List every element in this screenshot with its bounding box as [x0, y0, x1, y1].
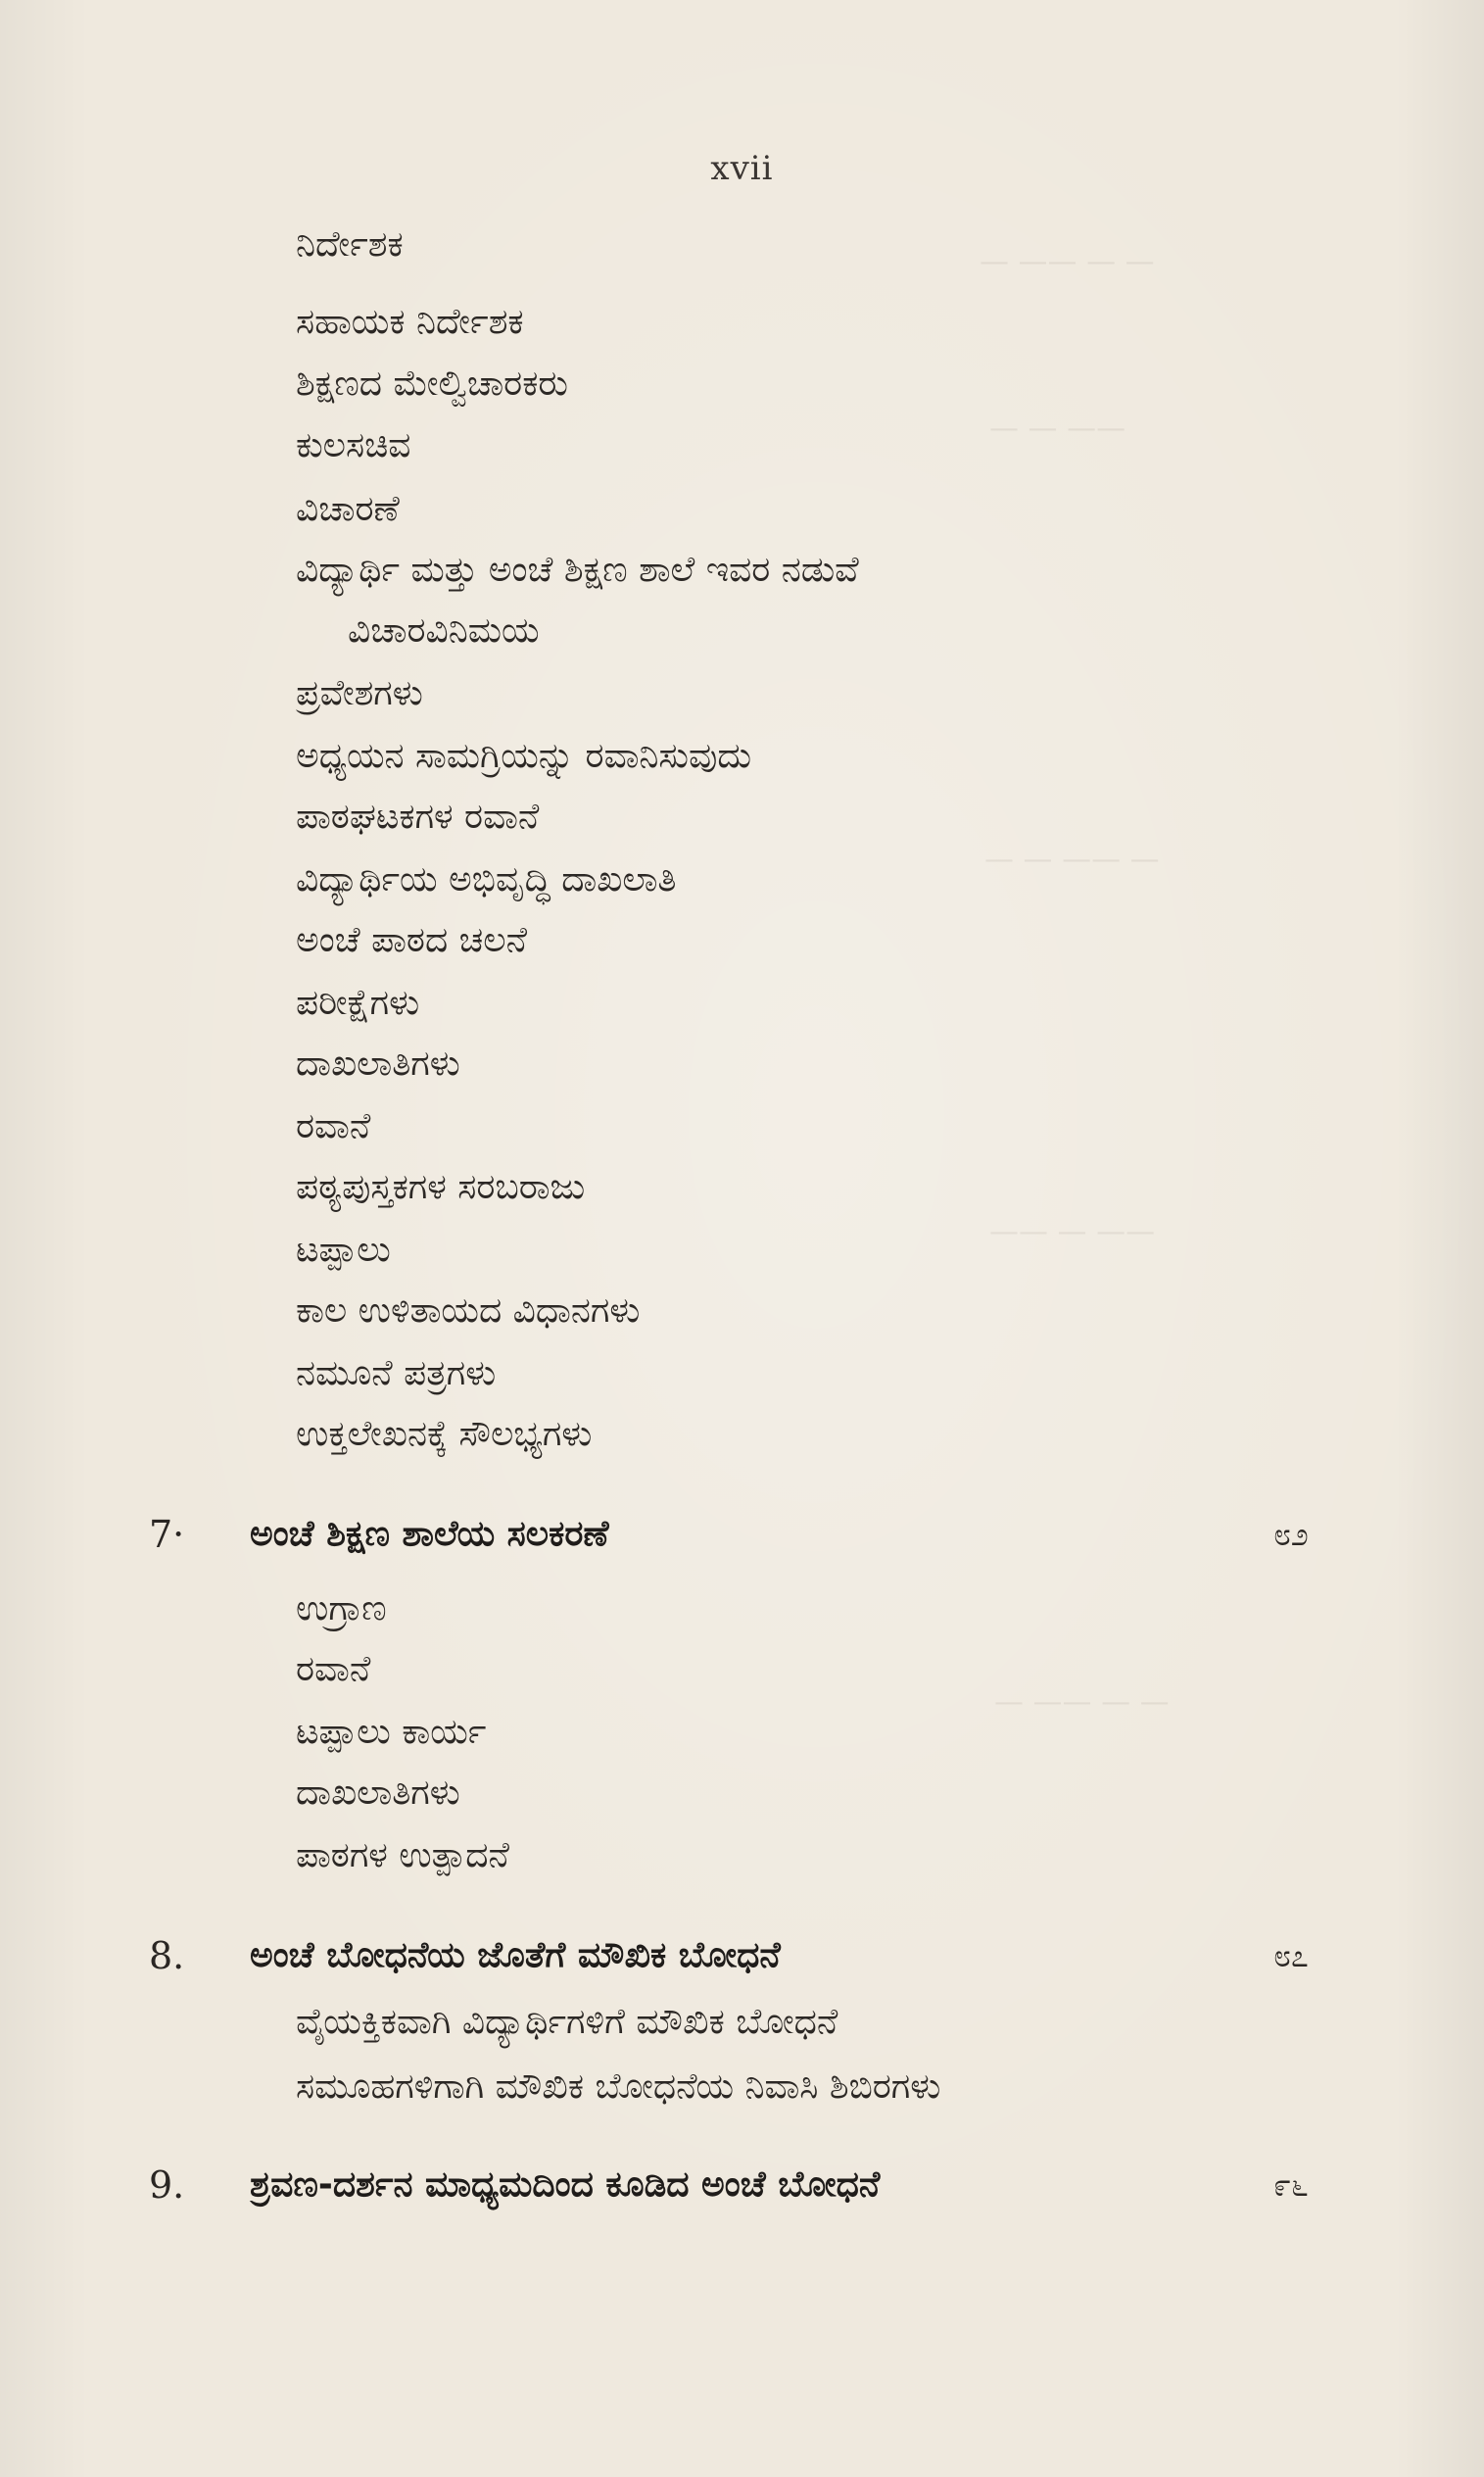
show-through-decoration: — — —— — [994, 1685, 1170, 1720]
toc-section-9 [0, 2158, 1484, 2212]
toc-subitem: ರವಾನೆ [296, 1649, 371, 1689]
toc-subitem: ಟಪ್ಪಾಲು ಕಾರ್ಯ [296, 1712, 487, 1752]
toc-subitem: ಕುಲಸಚಿವ [296, 425, 411, 465]
toc-subitem: ಪರೀಕ್ಷೆಗಳು [296, 983, 420, 1023]
section-number: 8. [149, 1934, 185, 1977]
toc-subitem: ಪಠ್ಯಪುಸ್ತಕಗಳ ಸರಬರಾಜು [296, 1167, 586, 1207]
show-through-decoration: —— — — [989, 412, 1126, 446]
page-number: xvii [710, 149, 774, 188]
show-through-decoration: —— — —— [989, 1215, 1156, 1249]
section-page-number: ೯೬ [1273, 2166, 1309, 2204]
toc-subitem-continuation: ವಿಚಾರವಿನಿಮಯ [348, 610, 540, 651]
show-through-decoration: — — —— — [980, 245, 1155, 279]
toc-subitem: ವೈಯಕ್ತಿಕವಾಗಿ ವಿದ್ಯಾರ್ಥಿಗಳಿಗೆ ಮೌಖಿಕ ಬೋಧನೆ [296, 2002, 838, 2042]
toc-subitem: ವಿಚಾರಣೆ [296, 489, 400, 529]
toc-subitem: ಉಕ್ತಲೇಖನಕ್ಕೆ ಸೌಲಭ್ಯಗಳು [296, 1414, 593, 1454]
section-number: 7· [149, 1513, 185, 1556]
toc-subitem: ಅಂಚೆ ಪಾಠದ ಚಲನೆ [296, 920, 528, 960]
toc-subitem: ಅಧ್ಯಯನ ಸಾಮಗ್ರಿಯನ್ನು ರವಾನಿಸುವುದು [296, 736, 752, 776]
section-title: ಶ್ರವಣ-ದರ್ಶನ ಮಾಧ್ಯಮದಿಂದ ಕೂಡಿದ ಅಂಚೆ ಬೋಧನೆ [250, 2164, 881, 2205]
toc-subitem: ಉಗ್ರಾಣ [296, 1588, 387, 1628]
toc-subitem: ಪಾಠಗಳ ಉತ್ಪಾದನೆ [296, 1835, 509, 1875]
toc-section-8 [0, 1928, 1484, 1983]
toc-subitem: ಸಹಾಯಕ ನಿರ್ದೇಶಕ [296, 302, 524, 342]
toc-subitem: ದಾಖಲಾತಿಗಳು [296, 1773, 460, 1813]
toc-subitem: ವಿದ್ಯಾರ್ಥಿಯ ಅಭಿವೃದ್ಧಿ ದಾಖಲಾತಿ [296, 859, 677, 899]
show-through-decoration: — —— — — [984, 843, 1160, 877]
section-page-number: ೮೨ [1273, 1516, 1309, 1553]
section-number: 9. [149, 2163, 185, 2207]
toc-section-7 [0, 1507, 1484, 1562]
toc-subitem: ನಮೂನೆ ಪತ್ರಗಳು [296, 1353, 497, 1393]
toc-subitem: ಶಿಕ್ಷಣದ ಮೇಲ್ವಿಚಾರಕರು [296, 364, 568, 404]
toc-subitem: ರವಾನೆ [296, 1106, 371, 1146]
toc-subitem: ಪಾಠಘಟಕಗಳ ರವಾನೆ [296, 797, 540, 837]
toc-subitem: ಪ್ರವೇಶಗಳು [296, 673, 423, 713]
toc-subitem: ನಿರ್ದೇಶಕ [296, 224, 404, 265]
toc-subitem: ಕಾಲ ಉಳಿತಾಯದ ವಿಧಾನಗಳು [296, 1290, 641, 1331]
section-title: ಅಂಚೆ ಬೋಧನೆಯ ಜೊತೆಗೆ ಮೌಖಿಕ ಬೋಧನೆ [250, 1935, 781, 1975]
toc-subitem: ಸಮೂಹಗಳಿಗಾಗಿ ಮೌಖಿಕ ಬೋಧನೆಯ ನಿವಾಸಿ ಶಿಬಿರಗಳು [296, 2066, 941, 2107]
section-title: ಅಂಚೆ ಶಿಕ್ಷಣ ಶಾಲೆಯ ಸಲಕರಣೆ [250, 1514, 609, 1554]
toc-subitem: ದಾಖಲಾತಿಗಳು [296, 1044, 460, 1084]
section-page-number: ೮೭ [1273, 1937, 1309, 1974]
toc-subitem: ಟಪ್ಪಾಲು [296, 1230, 391, 1270]
toc-subitem: ವಿದ್ಯಾರ್ಥಿ ಮತ್ತು ಅಂಚೆ ಶಿಕ್ಷಣ ಶಾಲೆ ಇವರ ನಡುವೆ [296, 550, 859, 590]
